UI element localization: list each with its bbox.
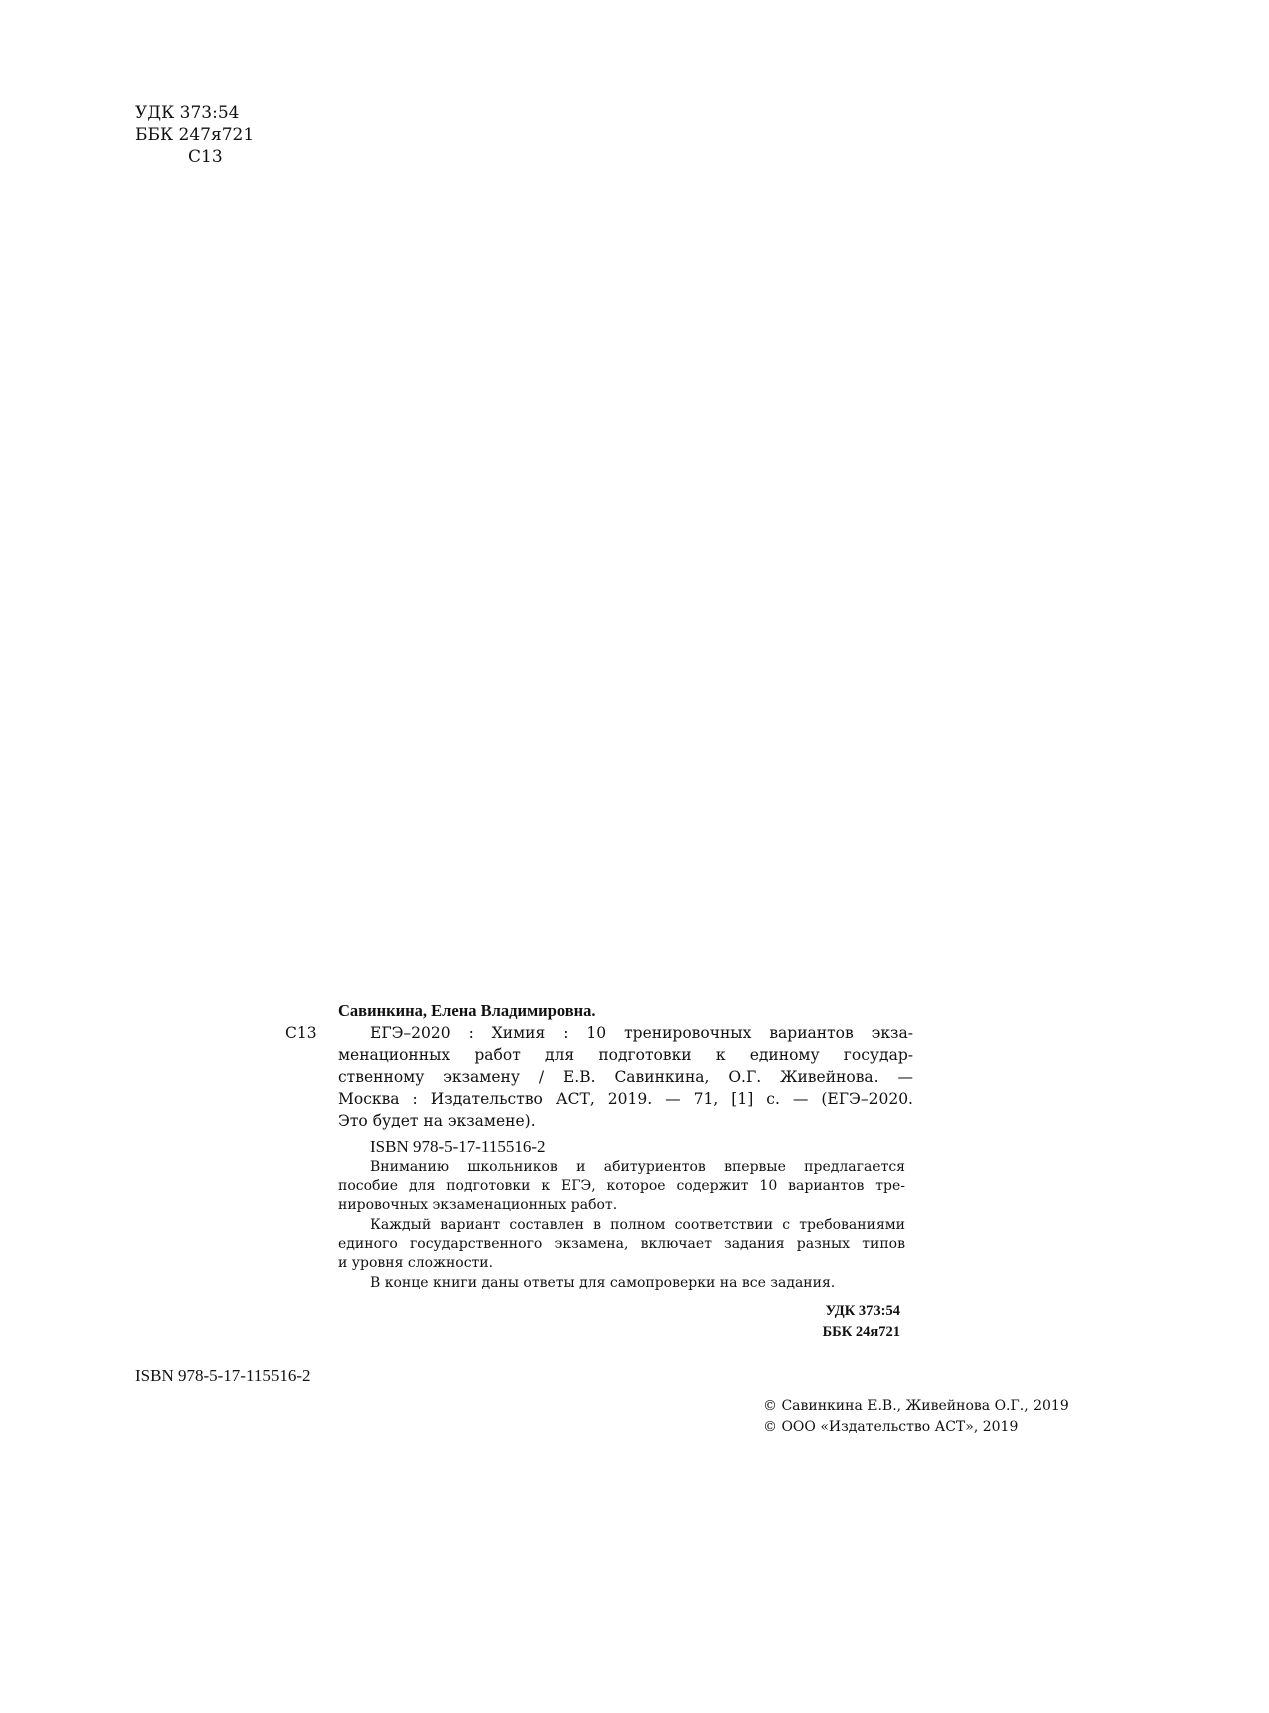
title-line: Это будет на экзамене).: [338, 1112, 536, 1130]
annotation-line: и уровня сложности.: [338, 1255, 494, 1271]
title-line: менационных работ для подготовки к единому государ-: [338, 1046, 913, 1064]
annotation-line: пособие для подготовки к ЕГЭ, которое содержит 10 вариантов тре-: [338, 1178, 905, 1194]
copyright-line: © ООО «Издательство АСТ», 2019: [763, 1419, 1019, 1435]
annotation-line: Вниманию школьников и абитуриентов впервые предлагается: [370, 1159, 905, 1175]
card-author-mark: С13: [285, 1024, 317, 1042]
author-mark: С13: [188, 147, 223, 167]
annotation-line: В конце книги даны ответы для самопроверки на все задания.: [370, 1275, 836, 1291]
card-bbk: ББК 24я721: [822, 1324, 900, 1340]
card-udk: УДК 373:54: [825, 1303, 900, 1319]
author-heading: Савинкина, Елена Владимировна.: [338, 1001, 596, 1020]
title-line: ЕГЭ–2020 : Химия : 10 тренировочных вариантов экза-: [370, 1024, 913, 1042]
title-line: ственному экзамену / Е.В. Савинкина, О.Г. Живейнова. —: [338, 1068, 913, 1086]
annotation-line: Каждый вариант составлен в полном соответствии с требованиями: [370, 1217, 905, 1233]
card-isbn: ISBN 978-5-17-115516-2: [370, 1137, 546, 1156]
udk-code: УДК 373:54: [135, 103, 240, 123]
title-line: Москва : Издательство АСТ, 2019. — 71, [1] с. — (ЕГЭ–2020.: [338, 1090, 913, 1108]
annotation-line: единого государственного экзамена, включает задания разных типов: [338, 1236, 905, 1252]
bbk-code: ББК 247я721: [135, 125, 255, 145]
copyright-line: © Савинкина Е.В., Живейнова О.Г., 2019: [763, 1398, 1069, 1414]
bottom-isbn: ISBN 978-5-17-115516-2: [135, 1366, 311, 1385]
annotation-line: нировочных экзаменационных работ.: [338, 1197, 618, 1213]
